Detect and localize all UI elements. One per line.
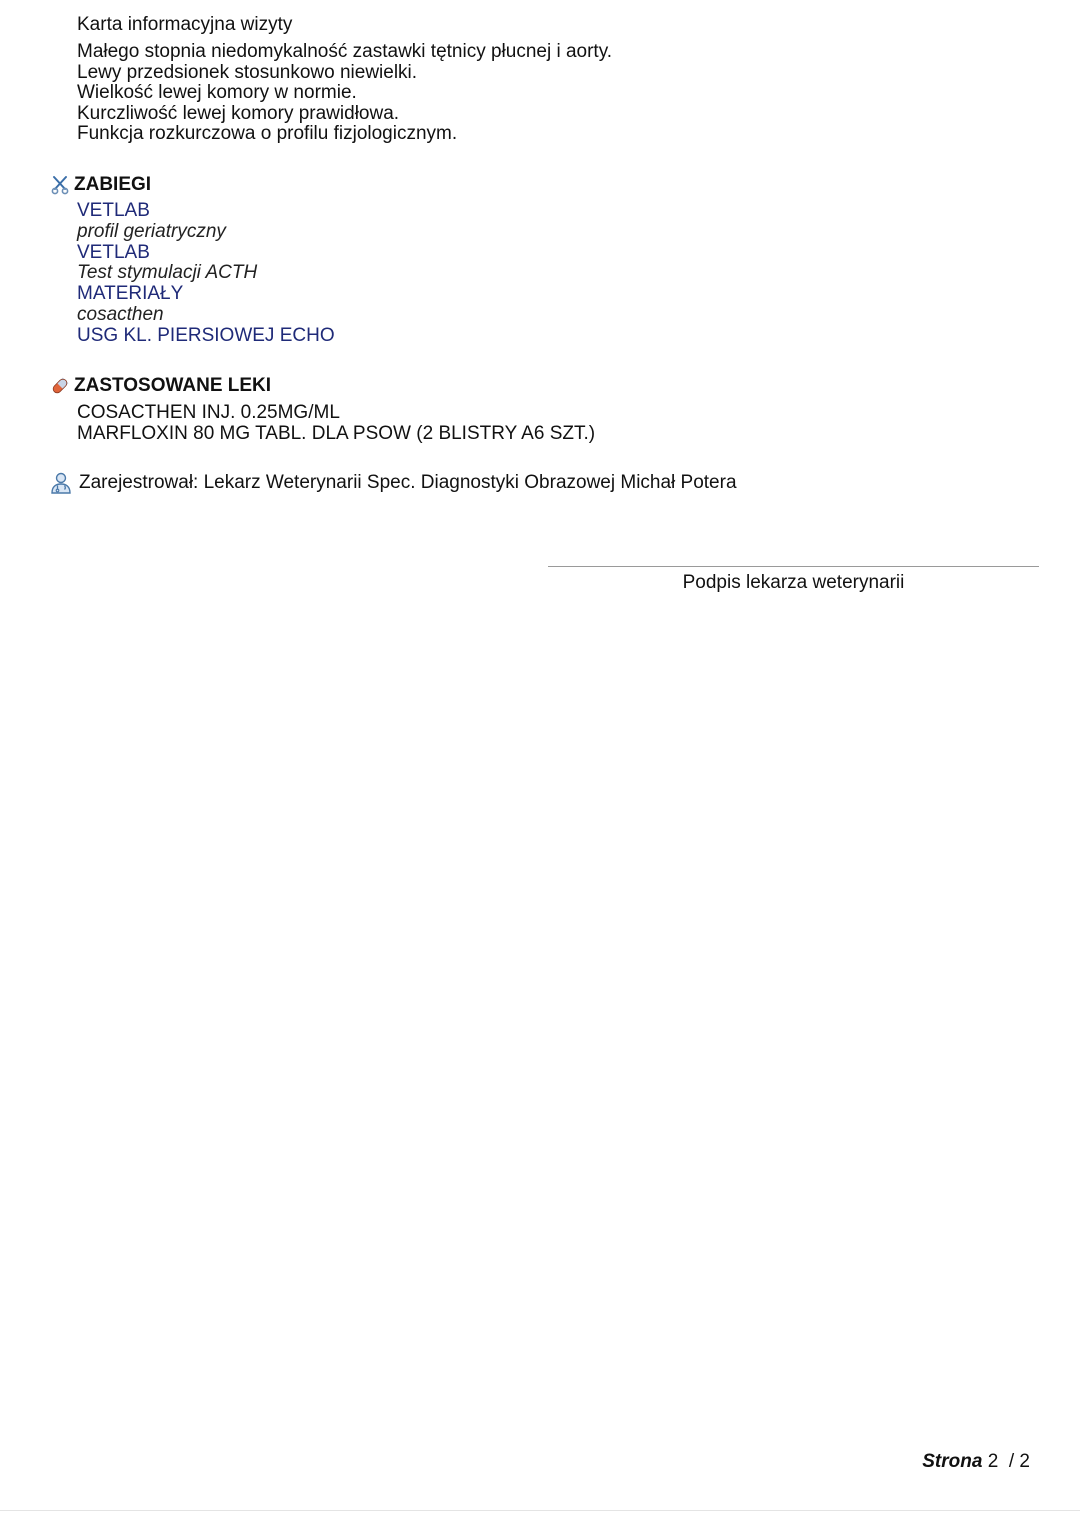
page-number <box>922 1450 1030 1474</box>
registered-by-text: Zarejestrował: Lekarz Weterynarii Spec. Diagnostyki Obrazowej Michał Potera <box>79 472 737 493</box>
doctor-icon <box>49 471 73 495</box>
document-title: Karta informacyjna wizyty <box>77 14 293 35</box>
medication-item: COSACTHEN INJ. 0.25MG/ML <box>77 402 340 423</box>
page-separator: / <box>1008 1451 1015 1472</box>
finding-line: Wielkość lewej komory w normie. <box>77 82 357 103</box>
page-bottom-rule <box>0 1510 1080 1511</box>
pill-icon <box>50 376 70 396</box>
procedure-detail: profil geriatryczny <box>77 220 226 242</box>
echo-findings-list <box>77 42 612 145</box>
procedure-detail: Test stymulacji ACTH <box>77 262 258 284</box>
procedure-category: USG KL. PIERSIOWEJ ECHO <box>77 324 335 346</box>
procedures-title: ZABIEGI <box>74 174 152 195</box>
procedure-detail: cosacthen <box>77 303 164 325</box>
page-label: Strona <box>922 1451 983 1472</box>
registered-by <box>49 471 737 495</box>
finding-line: Funkcja rozkurczowa o profilu fizjologicznym. <box>77 123 458 144</box>
procedure-category: VETLAB <box>77 200 150 221</box>
medications-title: ZASTOSOWANE LEKI <box>74 375 272 396</box>
procedure-category: MATERIAŁY <box>77 283 184 305</box>
finding-line: Małego stopnia niedomykalność zastawki tętnicy płucnej i aorty. <box>77 41 613 62</box>
signature-label: Podpis lekarza weterynarii <box>682 572 905 593</box>
procedures-list <box>77 201 335 347</box>
finding-line: Kurczliwość lewej komory prawidłowa. <box>77 102 400 124</box>
procedures-header <box>50 174 151 196</box>
medication-item: MARFLOXIN 80 MG TABL. DLA PSOW (2 BLISTRY A6 SZT.) <box>77 423 596 444</box>
procedure-category: VETLAB <box>77 241 150 263</box>
page-total: 2 <box>1019 1451 1030 1472</box>
medications-header <box>50 375 271 397</box>
page-current: 2 <box>987 1451 999 1472</box>
signature-line <box>548 566 1039 567</box>
scissors-icon <box>50 175 70 195</box>
finding-line: Lewy przedsionek stosunkowo niewielki. <box>77 61 418 83</box>
medications-list <box>77 402 595 444</box>
